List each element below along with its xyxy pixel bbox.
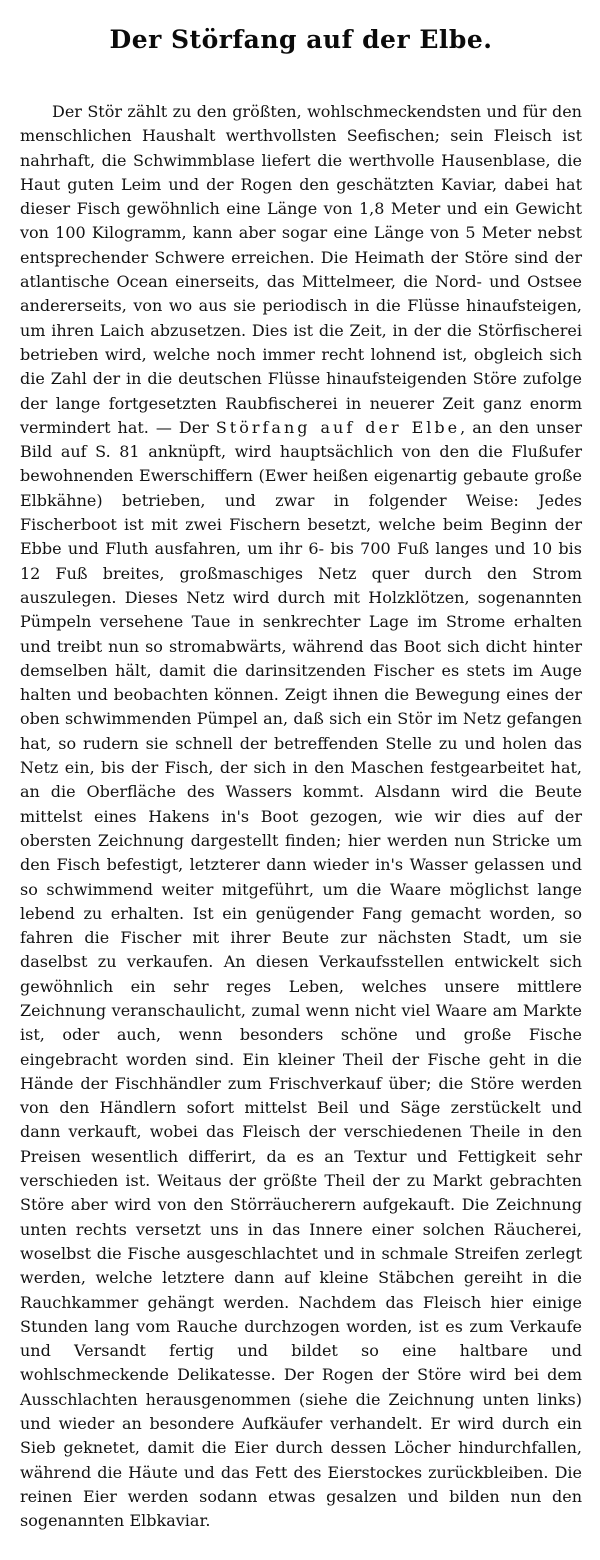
paragraph-text-part2: , an den unser Bild auf S. 81 anknüpft, wird hauptsächlich von den die Flußufer bewohnenden Ewerschiffern (Ewer heißen eigenartig gebaute große Elbkähne) betrieben, und zwar in folgender Weise: Jedes Fischerboot ist mit zwei Fischern besetzt, welche beim Beginn der Ebbe und Fluth ausfahren, um ihr 6- bis 700 Fuß langes und 10 bis 12 Fuß breites, großmaschiges Netz quer durch den Strom auszulegen. Dieses Netz wird durch mit Holzklötzen, sogenannten Pümpeln versehene Taue in senkrechter Lage im Strome erhalten und treibt nun so stromabwärts, während das Boot sich dicht hinter demselben hält, damit die darinsitzenden Fischer es stets im Auge halten und beobachten können. Zeigt ihnen die Bewegung eines der oben schwimmenden Pümpel an, daß sich ein Stör im Netz gefangen hat, so rudern sie schnell der betreffenden Stelle zu und holen das Netz ein, bis der Fisch, der sich in den Maschen festgearbeitet hat, an die Oberfläche des Wassers kommt. Alsdann wird die Beute mittelst eines Hakens in's Boot gezogen, wie wir dies auf der obersten Zeichnung dargestellt finden; hier werden nun Stricke um den Fisch befestigt, letzterer dann wieder in's Wasser gelassen und so schwimmend weiter mitgeführt, um die Waare möglichst lange lebend zu erhalten. Ist ein genügender Fang gemacht worden, so fahren die Fischer mit ihrer Beute zur nächsten Stadt, um sie daselbst zu verkaufen. An diesen Verkaufsstellen entwickelt sich gewöhnlich ein sehr reges Leben, welches unsere mittlere Zeichnung veranschaulicht, zumal wenn nicht viel Waare am Markte ist, oder auch, wenn besonders schöne und große Fische eingebracht worden sind. Ein kleiner Theil der Fische geht in die Hände der Fischhändler zum Frischverkauf über; die Störe werden von den Händlern sofort mittelst Beil und Säge zerstückelt und dann verkauft, wobei das Fleisch der verschiedenen Theile in den Preisen wesentlich differirt, da es an Textur und Fettigkeit sehr verschieden ist. Weitaus der größte Theil der zu Markt gebrachten Störe aber wird von den Störräucherern aufgekauft. Die Zeichnung unten rechts versetzt uns in das Innere einer solchen Räucherei, woselbst die Fische ausgeschlachtet und in schmale Streifen zerlegt werden, welche letztere dann auf kleine Stäbchen gereiht in die Rauchkammer gehängt werden. Nachdem das Fleisch hier einige Stunden lang vom Rauche durchzogen worden, ist es zum Verkaufe und Versandt fertig und bildet so eine haltbare und wohlschmeckende Delikatesse. Der Rogen der Störe wird bei dem Ausschlachten herausgenommen (siehe die Zeichnung unten links) und wieder an besondere Aufkäufer verhandelt. Er wird durch ein Sieb geknetet, damit die Eier durch dessen Löcher hindurchfallen, während die Häute und das Fett des Eierstockes zurückbleiben. Die reinen Eier werden sodann etwas gesalzen und bilden nun den sogenannten Elbkaviar.	[20, 417, 582, 1531]
article-paragraph	[20, 100, 582, 1534]
paragraph-text-part1: Der Stör zählt zu den größten, wohlschmeckendsten und für den menschlichen Haushalt werthvollsten Seefischen; sein Fleisch ist nahrhaft, die Schwimmblase liefert die werthvolle Hausenblase, die Haut guten Leim und der Rogen den geschätzten Kaviar, dabei hat dieser Fisch gewöhnlich eine Länge von 1,8 Meter und ein Gewicht von 100 Kilogramm, kann aber sogar eine Länge von 5 Meter nebst entsprechender Schwere erreichen. Die Heimath der Störe sind der atlantische Ocean einerseits, das Mittelmeer, die Nord- und Ostsee andererseits, von wo aus sie periodisch in die Flüsse hinaufsteigen, um ihren Laich abzusetzen. Dies ist die Zeit, in der die Störfischerei betrieben wird, welche noch immer recht lohnend ist, obgleich sich die Zahl der in die deutschen Flüsse hinaufsteigenden Störe zufolge der lange fortgesetzten Raubfischerei in neuerer Zeit ganz enorm vermindert hat. — Der	[20, 102, 582, 437]
spaced-emphasis-phrase: Störfang auf der Elbe	[215, 417, 461, 437]
article-title: Der Störfang auf der Elbe.	[109, 25, 493, 54]
